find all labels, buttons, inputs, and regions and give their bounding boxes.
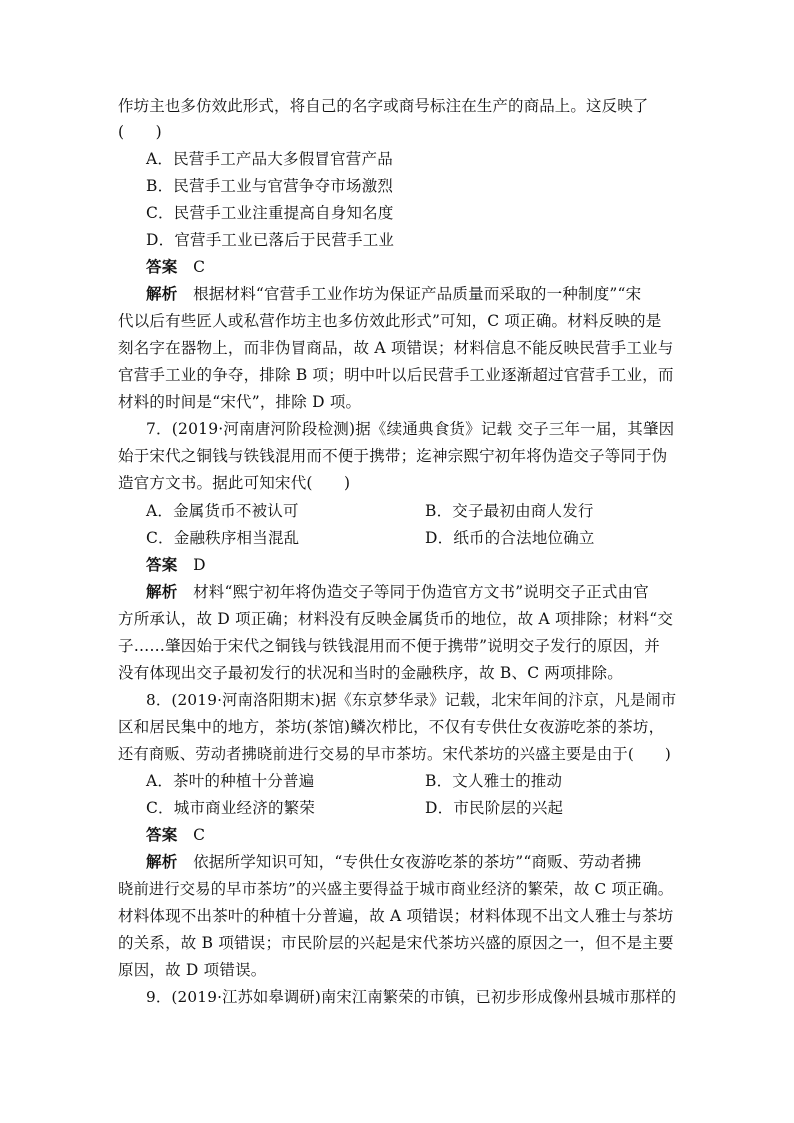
q7-option-b: B．交子最初由商人发行 [425,502,594,520]
q7-analysis-line-2: 方所承认，故 D 项正确；材料没有反映金属货币的地位，故 A 项排除；材料“交 [118,610,674,628]
q7-option-c: C．金融秩序相当混乱 [146,529,300,547]
q9-stem-line-1: 9．(2019·江苏如皋调研)南宋江南繁荣的市镇，已初步形成像州县城市那样的 [146,988,677,1006]
q6-answer-value: C [193,258,206,276]
q6-answer-label: 答案 [146,258,178,276]
q8-analysis-label: 解析 [146,853,178,871]
q6-analysis-line-1 [146,284,706,304]
q6-analysis-line-3: 刻名字在器物上，而非伪冒商品，故 A 项错误；材料信息不能反映民营手工业与 [118,339,674,357]
q8-answer [146,825,706,845]
q6-option-a: A．民营手工产品大多假冒官营产品 [146,150,393,168]
q7-stem-line-2: 始于宋代之铜钱与铁钱混用而不便于携带；迄神宗熙宁初年将伪造交子等同于伪 [118,447,668,465]
q8-option-c: C．城市商业经济的繁荣 [146,799,316,817]
q8-analysis-line-4: 的关系，故 B 项错误；市民阶层的兴起是宋代茶坊兴盛的原因之一，但不是主要 [118,934,674,952]
q7-answer-label: 答案 [146,556,178,574]
q8-analysis-line-5: 原因，故 D 项错误。 [118,961,267,979]
q8-analysis-text-1: 依据所学知识可知，“专供仕女夜游吃茶的茶坊”“商贩、劳动者拂 [193,853,642,871]
q7-answer [146,555,706,575]
q8-option-a: A．茶叶的种植十分普遍 [146,772,315,790]
q6-analysis-line-4: 官营手工业的争夺，排除 B 项；明中叶以后民营手工业逐渐超过官营手工业，而 [118,366,674,384]
q8-answer-label: 答案 [146,826,178,844]
q6-analysis-line-2: 代以后有些匠人或私营作坊主也多仿效此形式”可知，C 项正确。材料反映的是 [118,312,662,330]
q7-analysis-label: 解析 [146,583,178,601]
q8-analysis-line-2: 晓前进行交易的早市茶坊”的兴盛主要得益于城市商业经济的繁荣，故 C 项正确。 [118,880,674,898]
q7-option-d: D．纸币的合法地位确立 [425,529,595,547]
q6-analysis-label: 解析 [146,285,178,303]
q6-stem-line-2: ( ) [118,123,162,141]
q7-stem-line-1: 7．(2019·河南唐河阶段检测)据《续通典食货》记载 交子三年一届，其肇因 [146,420,675,438]
q6-analysis-text-1: 根据材料“官营手工业作坊为保证产品质量而采取的一种制度”“宋 [193,285,642,303]
q6-option-b: B．民营手工业与官营争夺市场激烈 [146,177,394,195]
q7-analysis-line-1 [146,582,706,602]
q7-analysis-line-4: 没有体现出交子最初发行的状况和当时的金融秩序，故 B、C 两项排除。 [118,664,623,682]
q7-analysis-text-1: 材料“熙宁初年将伪造交子等同于伪造官方文书”说明交子正式由官 [193,583,649,601]
q6-analysis-line-5: 材料的时间是“宋代”，排除 D 项。 [118,393,362,411]
q6-answer [146,257,706,277]
q8-answer-value: C [193,826,206,844]
q8-stem-line-1: 8．(2019·河南洛阳期末)据《东京梦华录》记载，北宋年间的汴京，凡是闹市 [146,691,677,709]
q6-option-d: D．官营手工业已落后于民营手工业 [146,231,395,249]
q7-option-a: A．金属货币不被认可 [146,502,299,520]
q7-answer-value: D [193,556,206,574]
q8-stem-line-2: 区和居民集中的地方，茶坊(茶馆)鳞次栉比，不仅有专供仕女夜游吃茶的茶坊， [118,718,665,736]
q7-stem-line-3: 造官方文书。据此可知宋代( ) [118,474,351,492]
q7-analysis-line-3: 子……肇因始于宋代之铜钱与铁钱混用而不便于携带”说明交子发行的原因，并 [118,637,660,655]
q8-analysis-line-1 [146,852,706,872]
q6-stem-line-1: 作坊主也多仿效此形式，将自己的名字或商号标注在生产的商品上。这反映了 [118,97,649,115]
q6-option-c: C．民营手工业注重提高自身知名度 [146,204,394,222]
q8-stem-line-3: 还有商贩、劳动者拂晓前进行交易的早市茶坊。宋代茶坊的兴盛主要是由于( ) [118,745,672,763]
q8-analysis-line-3: 材料体现不出茶叶的种植十分普遍，故 A 项错误；材料体现不出文人雅士与茶坊 [118,907,674,925]
q8-option-d: D．市民阶层的兴起 [425,799,564,817]
q8-option-b: B．文人雅士的推动 [425,772,563,790]
